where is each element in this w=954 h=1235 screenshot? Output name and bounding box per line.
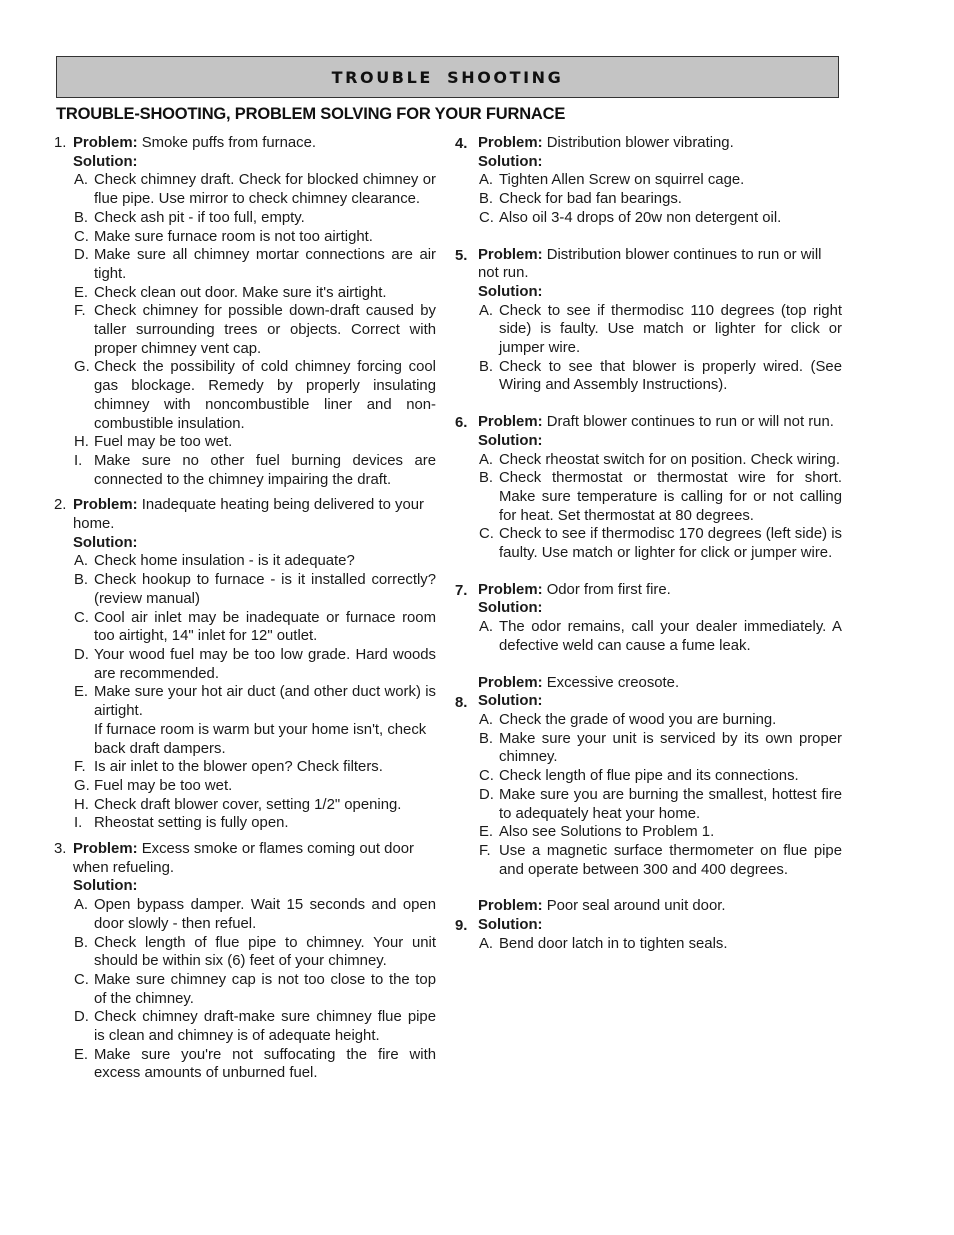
step-letter: E.: [74, 1046, 89, 1063]
problem-label: Problem:: [73, 135, 138, 151]
problem-label: Problem:: [73, 497, 138, 514]
problem-item: [54, 134, 436, 489]
solution-step: [73, 246, 436, 283]
problem-item: [455, 897, 842, 953]
solution-step: [478, 171, 842, 190]
solution-step: [478, 618, 842, 655]
step-letter: B.: [479, 470, 494, 487]
step-text: Make sure furnace room is not too airtight.: [94, 228, 373, 245]
step-text: Check home insulation - is it adequate?: [94, 553, 355, 570]
solution-step: [73, 683, 436, 720]
step-letter: A.: [74, 897, 89, 914]
problem-line: [478, 413, 842, 432]
step-letter: C.: [74, 971, 89, 988]
solution-label: Solution:: [478, 153, 543, 170]
problem-item: [54, 496, 436, 833]
step-text: Check length of flue pipe and its connections.: [499, 768, 799, 785]
step-letter: E.: [74, 684, 89, 701]
step-text: Check thermostat or thermostat wire for short. Make sure temperature is calling for or not calling for heat. Set thermostat at 80 degrees.: [499, 470, 842, 524]
step-letter: A.: [74, 172, 89, 189]
problem-item: [455, 413, 842, 563]
step-note: If furnace room is warm but your home isn't, check back draft dampers.: [94, 721, 427, 757]
solution-label: Solution:: [478, 693, 543, 710]
banner-title: TROUBLE SHOOTING: [331, 67, 564, 87]
solution-label: Solution:: [478, 600, 543, 617]
solution-list: [478, 171, 842, 227]
step-letter: C.: [479, 209, 494, 226]
solution-list: [73, 552, 436, 833]
step-text: Use a magnetic surface thermometer on flue pipe and operate between 300 and 400 degrees.: [499, 842, 842, 878]
solution-label: Solution:: [478, 283, 543, 300]
solution-step: [73, 571, 436, 608]
step-text: Make sure you're not suffocating the fire with excess amounts of unburned fuel.: [94, 1046, 436, 1082]
problem-label: Problem:: [478, 581, 543, 598]
step-letter: A.: [479, 935, 494, 952]
solution-step: [478, 209, 842, 228]
problem-item: [455, 581, 842, 656]
solution-step: [73, 777, 436, 796]
step-text: Make sure you are burning the smallest, hottest fire to adequately heat your home.: [499, 786, 842, 822]
problem-line: [478, 134, 842, 153]
step-letter: B.: [479, 358, 494, 375]
solution-step: [73, 452, 436, 489]
step-letter: D.: [74, 646, 89, 663]
solution-step: [73, 796, 436, 815]
step-text: Check hookup to furnace - is it installed correctly? (review manual): [94, 572, 436, 607]
solution-step: [478, 711, 842, 730]
step-letter: C.: [74, 228, 89, 245]
problem-text: Odor from first fire.: [546, 581, 671, 598]
solution-step: [73, 552, 436, 571]
problem-label: Problem:: [478, 414, 543, 431]
solution-step: [478, 767, 842, 786]
step-text: Check clean out door. Make sure it's airtight.: [94, 284, 387, 301]
step-text: Check chimney for possible down-draft caused by taller surrounding trees or objects. Correct with proper chimney vent cap.: [94, 303, 436, 357]
solution-step: [73, 758, 436, 777]
solution-step: [73, 228, 436, 247]
problem-text: Distribution blower continues to run or will not run.: [478, 246, 822, 282]
solution-step: [478, 786, 842, 823]
step-letter: B.: [479, 191, 494, 208]
solution-step: [73, 1046, 436, 1083]
step-text: Check chimney draft-make sure chimney flue pipe is clean and chimney is of adequate height.: [94, 1009, 436, 1045]
solution-step: [478, 302, 842, 358]
step-text: The odor remains, call your dealer immediately. A defective weld can cause a fume leak.: [499, 619, 842, 654]
page-heading: TROUBLE-SHOOTING, PROBLEM SOLVING FOR YOUR FURNACE: [56, 105, 566, 123]
solution-label: Solution:: [478, 432, 543, 449]
step-text: Bend door latch in to tighten seals.: [499, 935, 728, 952]
step-letter: A.: [479, 172, 494, 189]
step-letter: A.: [479, 451, 494, 468]
solution-step: [73, 934, 436, 971]
problem-item: [455, 246, 842, 396]
solution-list: [478, 451, 842, 563]
step-text: Check ash pit - if too full, empty.: [94, 209, 305, 226]
problem-text: Distribution blower vibrating.: [546, 135, 734, 151]
step-text: Make sure chimney cap is not too close to the top of the chimney.: [94, 971, 436, 1007]
solution-step: [73, 971, 436, 1008]
step-text: Fuel may be too wet.: [94, 777, 233, 794]
solution-step: [73, 1008, 436, 1045]
step-text: Also oil 3-4 drops of 20w non detergent oil.: [499, 209, 782, 226]
step-letter: A.: [479, 711, 494, 728]
solution-list: [73, 171, 436, 489]
step-letter: I.: [74, 452, 83, 469]
problem-number: 3.: [54, 841, 67, 858]
step-letter: F.: [74, 759, 86, 776]
problem-item: [455, 674, 842, 880]
step-text: Make sure no other fuel burning devices are connected to the chimney impairing the draft.: [94, 452, 436, 488]
problem-text: Draft blower continues to run or will not run.: [546, 414, 834, 431]
problem-line: [478, 674, 842, 693]
step-text: Check for bad fan bearings.: [499, 191, 682, 208]
problem-line: [478, 581, 842, 600]
solution-list: [478, 711, 842, 879]
problem-number: 1.: [54, 135, 67, 151]
step-letter: B.: [74, 572, 89, 589]
step-letter: B.: [74, 934, 89, 951]
step-text: Check draft blower cover, setting 1/2" opening.: [94, 796, 402, 813]
problem-text: Inadequate heating being delivered to your home.: [73, 497, 424, 533]
solution-list: [73, 896, 436, 1083]
solution-step: [73, 896, 436, 933]
solution-step: [73, 646, 436, 683]
solution-label: Solution:: [73, 878, 138, 895]
step-letter: E.: [479, 824, 494, 841]
problem-number: 8.: [455, 694, 468, 711]
step-text: Check to see if thermodisc 170 degrees (left side) is faulty. Use match or lighter for click or jumper wire.: [499, 526, 842, 562]
step-letter: A.: [74, 553, 89, 570]
step-letter: D.: [74, 1009, 89, 1026]
solution-step: [73, 171, 436, 208]
solution-step: [73, 609, 436, 646]
solution-label: Solution:: [73, 153, 138, 170]
solution-list: [478, 935, 842, 954]
step-text: Check to see if thermodisc 110 degrees (top right side) is faulty. Use match or lighter for click or jumper wire.: [499, 302, 842, 357]
solution-step: [73, 302, 436, 358]
step-letter: C.: [479, 768, 494, 785]
problem-line: [73, 496, 436, 533]
left-column: [54, 134, 436, 1090]
step-text: Cool air inlet may be inadequate or furnace room too airtight, 14" inlet for 12" outlet.: [94, 609, 436, 645]
solution-label: Solution:: [478, 917, 543, 934]
problem-line: [73, 840, 436, 877]
step-text: Check the grade of wood you are burning.: [499, 711, 777, 728]
step-letter: H.: [74, 434, 89, 451]
solution-step: [478, 823, 842, 842]
step-text: Make sure your hot air duct (and other duct work) is airtight.: [94, 684, 436, 720]
step-text: Check chimney draft. Check for blocked chimney or flue pipe. Use mirror to check chimney clearance.: [94, 172, 436, 208]
solution-step: [73, 814, 436, 833]
solution-step: [73, 358, 436, 433]
step-letter: D.: [74, 247, 89, 264]
problem-label: Problem:: [478, 246, 543, 263]
problem-number: 7.: [455, 582, 468, 599]
step-text: Make sure your unit is serviced by its own proper chimney.: [499, 730, 842, 766]
solution-step: [478, 451, 842, 470]
step-text: Open bypass damper. Wait 15 seconds and open door slowly - then refuel.: [94, 897, 436, 932]
solution-list: [478, 302, 842, 396]
solution-step: [478, 190, 842, 209]
step-letter: B.: [74, 209, 89, 226]
step-letter: D.: [479, 786, 494, 803]
solution-step: [73, 209, 436, 228]
step-letter: A.: [479, 302, 494, 319]
right-column: [455, 134, 842, 971]
step-text: Fuel may be too wet.: [94, 434, 233, 451]
solution-step: [478, 525, 842, 562]
problem-number: 2.: [54, 497, 67, 514]
problem-text: Excess smoke or flames coming out door when refueling.: [73, 841, 414, 876]
step-text: Check to see that blower is properly wired. (See Wiring and Assembly Instructions).: [499, 358, 842, 394]
step-letter: F.: [479, 842, 491, 859]
problem-line: [478, 897, 842, 916]
problem-text: Excessive creosote.: [546, 674, 680, 691]
problem-text: Poor seal around unit door.: [546, 898, 726, 915]
step-text: Your wood fuel may be too low grade. Hard woods are recommended.: [94, 646, 436, 682]
step-letter: F.: [74, 303, 86, 320]
problem-label: Problem:: [73, 841, 138, 858]
step-text: Tighten Allen Screw on squirrel cage.: [499, 172, 745, 189]
step-text: Check rheostat switch for on position. Check wiring.: [499, 451, 840, 468]
section-banner: [56, 56, 839, 98]
solution-step: [478, 730, 842, 767]
problem-label: Problem:: [478, 674, 543, 691]
solution-step: [73, 284, 436, 303]
step-letter: G.: [74, 359, 90, 376]
step-letter: C.: [74, 609, 89, 626]
step-letter: G.: [74, 777, 90, 794]
problem-number: 6.: [455, 415, 468, 432]
problem-text: Smoke puffs from furnace.: [141, 135, 317, 151]
step-text: Rheostat setting is fully open.: [94, 815, 289, 832]
problem-number: 4.: [455, 136, 468, 152]
solution-list: [478, 618, 842, 655]
step-text: Is air inlet to the blower open? Check filters.: [94, 759, 383, 776]
problem-item: [455, 134, 842, 228]
solution-step: [478, 935, 842, 954]
step-text: Make sure all chimney mortar connections are air tight.: [94, 247, 436, 282]
step-letter: C.: [479, 526, 494, 543]
problem-line: [478, 246, 842, 283]
solution-label: Solution:: [73, 534, 138, 551]
step-letter: E.: [74, 284, 89, 301]
step-text: Check length of flue pipe to chimney. Your unit should be within six (6) feet of your chimney.: [94, 934, 436, 970]
solution-step: [478, 358, 842, 395]
problem-line: [73, 134, 436, 153]
problem-label: Problem:: [478, 898, 543, 915]
solution-step: [73, 433, 436, 452]
problem-number: 9.: [455, 918, 468, 935]
step-letter: A.: [479, 619, 494, 636]
solution-step: [478, 469, 842, 525]
step-letter: I.: [74, 815, 83, 832]
step-text: Also see Solutions to Problem 1.: [499, 824, 715, 841]
step-text: Check the possibility of cold chimney forcing cool gas blockage. Remedy by properly insulating chimney with noncombustible liner and non- combustible insulation.: [94, 359, 436, 432]
step-letter: H.: [74, 796, 89, 813]
problem-label: Problem:: [478, 135, 543, 151]
solution-step: [478, 842, 842, 879]
problem-number: 5.: [455, 247, 468, 264]
problem-item: [54, 840, 436, 1083]
step-letter: B.: [479, 730, 494, 747]
